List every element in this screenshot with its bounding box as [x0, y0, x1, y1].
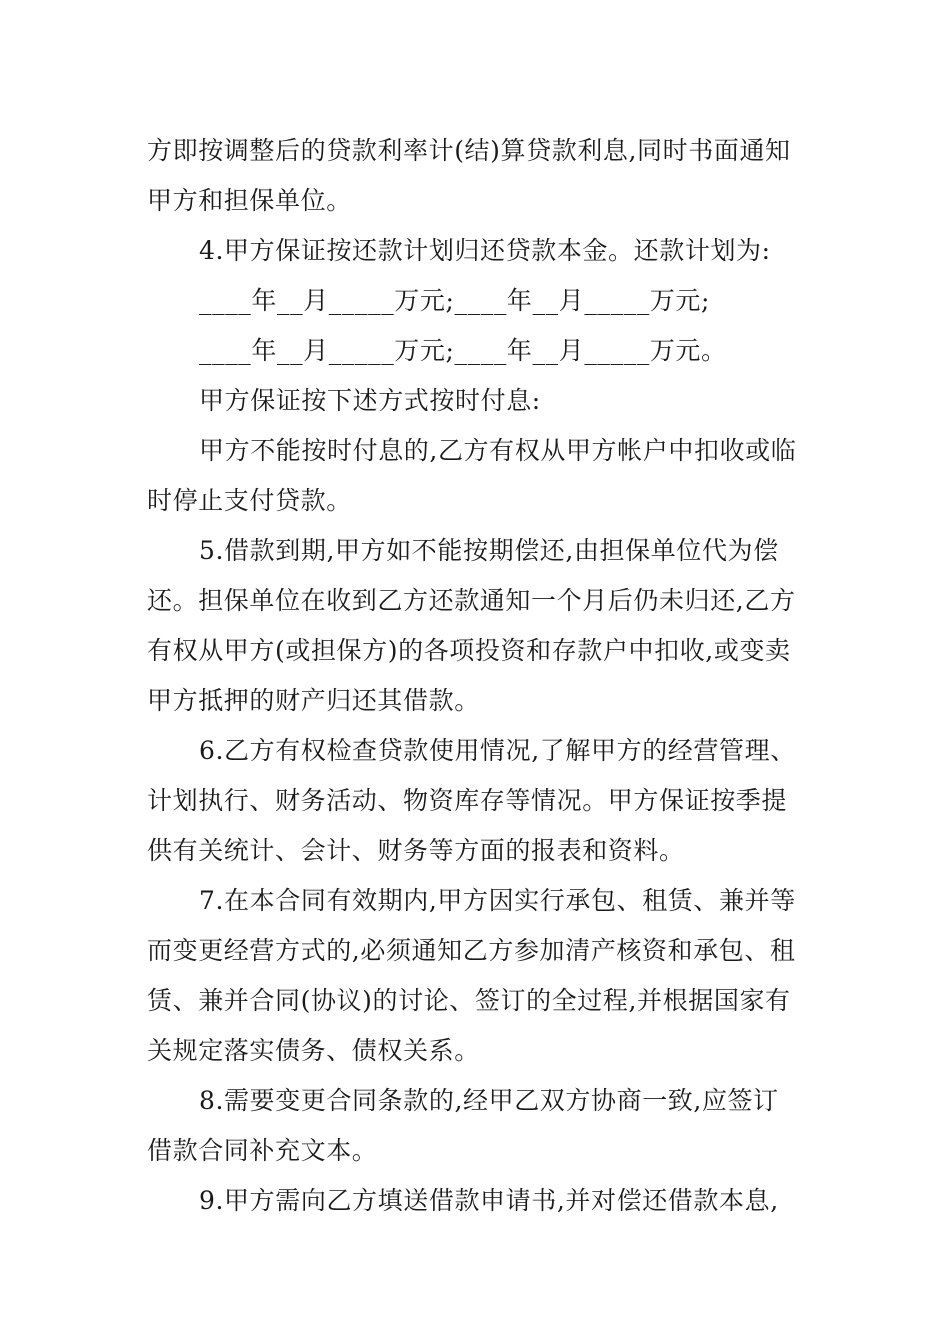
- text-line: 关规定落实债务、债权关系。: [147, 1036, 480, 1065]
- text-line: 甲方保证按下述方式按时付息:: [199, 386, 541, 415]
- text-line: 甲方抵押的财产归还其借款。: [147, 686, 480, 715]
- text-line: 借款合同补充文本。: [147, 1136, 378, 1165]
- text-line: 7.在本合同有效期内,甲方因实行承包、租赁、兼并等: [199, 886, 796, 915]
- paragraph-clause-4: [147, 226, 807, 276]
- repayment-schedule-line-2: [147, 326, 807, 376]
- text-line: 6.乙方有权检查贷款使用情况,了解甲方的经营管理、: [199, 736, 796, 765]
- text-line: 供有关统计、会计、财务等方面的报表和资料。: [147, 836, 685, 865]
- repayment-schedule-line-1: [147, 276, 807, 326]
- text-line: 方即按调整后的贷款利率计(结)算贷款利息,同时书面通知: [147, 136, 791, 165]
- text-line: 赁、兼并合同(协议)的讨论、签订的全过程,并根据国家有: [147, 986, 791, 1015]
- text-line: 而变更经营方式的,必须通知乙方参加清产核资和承包、租: [147, 936, 796, 965]
- text-line: 甲方和担保单位。: [147, 186, 352, 215]
- paragraph-interest-adjustment: [147, 126, 807, 226]
- paragraph-interest-method: [147, 376, 807, 426]
- text-line: 5.借款到期,甲方如不能按期偿还,由担保单位代为偿: [199, 536, 779, 565]
- text-line: ____年__月_____万元;____年__月_____万元。: [199, 336, 727, 365]
- paragraph-clause-7: [147, 876, 807, 1076]
- paragraph-late-interest: [147, 426, 807, 526]
- document-body: [147, 126, 807, 1226]
- text-line: 9.甲方需向乙方填送借款申请书,并对偿还借款本息,: [199, 1186, 779, 1215]
- paragraph-clause-5: [147, 526, 807, 726]
- paragraph-clause-9: [147, 1176, 807, 1226]
- text-line: 时停止支付贷款。: [147, 486, 352, 515]
- text-line: 甲方不能按时付息的,乙方有权从甲方帐户中扣收或临: [199, 436, 797, 465]
- text-line: 4.甲方保证按还款计划归还贷款本金。还款计划为:: [199, 236, 771, 265]
- text-line: 计划执行、财务活动、物资库存等情况。甲方保证按季提: [147, 786, 788, 815]
- text-line: 有权从甲方(或担保方)的各项投资和存款户中扣收,或变卖: [147, 636, 791, 665]
- text-line: ____年__月_____万元;____年__月_____万元;: [199, 286, 711, 315]
- paragraph-clause-8: [147, 1076, 807, 1176]
- text-line: 还。担保单位在收到乙方还款通知一个月后仍未归还,乙方: [147, 586, 796, 615]
- text-line: 8.需要变更合同条款的,经甲乙双方协商一致,应签订: [199, 1086, 779, 1115]
- paragraph-clause-6: [147, 726, 807, 876]
